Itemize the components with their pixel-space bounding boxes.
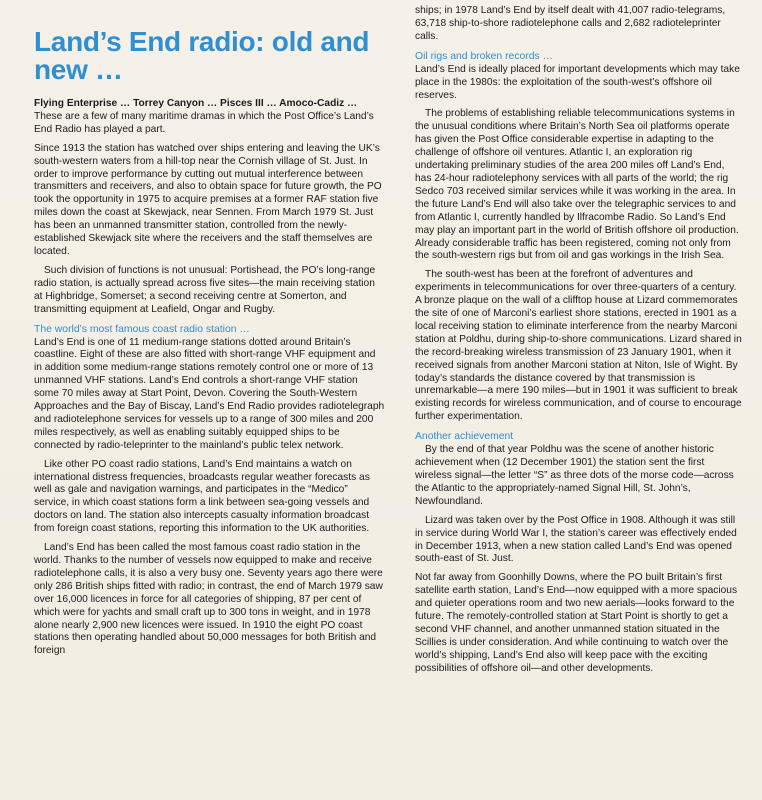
paragraph: The south-west has been at the forefront of adventures and experiments in telecommunications for over three-quarters of a century. A bronze plaque on the wall of a clifftop house at Lizard commemorates the site of one of Marconi’s earliest shore stations, erected in 1901 as a local receiving station to eliminate interference from the nearby Marconi station at Poldhu, during ship-to-shore communications. Lizard shared in the record-breaking wireless transmission of 23 January 1901, when it received signals from another Marconi station at Niton, Isle of Wight. By today’s standards the distance covered by that transmission is unremarkable—a mere 190 miles—but in 1901 it was sufficient to break existing records for wireless communication, and of course to encourage further experimentation.: [415, 269, 742, 423]
intro-bold-lead: Flying Enterprise … Torrey Canyon … Pisces III … Amoco-Cadiz …: [34, 98, 358, 109]
intro-paragraph: [34, 98, 385, 137]
paragraph: The problems of establishing reliable telecommunications systems in the unusual conditions where Britain’s North Sea oil platforms operate has given the Post Office considerable expertise in adapting to the challenge of offshore oil ventures. Atlantic I, an exploration rig undertaking preliminary studies of the area 200 miles off Land’s End, has 24-hour radiotelephony services with all parts of the world; the rig Sedco 703 received similar services while it was working in the area. In the future Land’s End will also take over the telegraphic services to and from Atlantic I, currently handled by Ilfracombe Radio. So Land’s End may play an important part in the world of British offshore oil production. Already considerable traffic has been registered, coming not only from the south-western rigs but from oil and gas workings in the Irish Sea.: [415, 108, 739, 262]
intro-text: These are a few of many maritime dramas in which the Post Office’s Land’s End Radio has played a part.: [34, 110, 374, 135]
right-column: [415, 5, 743, 682]
paragraph: Such division of functions is not unusual: Portishead, the PO’s long-range radio station, is actually spread across five sites—the main receiving station at Highbridge, Somerset; a second receiving centre at Somerton, and transmitting equipment at Leafield, Ongar and Rugby.: [34, 264, 376, 315]
paragraph: Not far away from Goonhilly Downs, where the PO built Britain’s first satellite earth station, Land’s End—now equipped with a more spacious and quieter operations room and two new aerials—looks forward to the future. The remotely-controlled station at Start Point is shortly to get a second VHF channel, and another unmanned station situated in the Scillies is under consideration. And while continuing to watch over the world’s shipping, Land’s End also will keep pace with the exciting possibilities of offshore oil—and other developments.: [415, 572, 738, 674]
paragraph: Land’s End is one of 11 medium-range stations dotted around Britain’s coastline. Eight of these are also fitted with short-range VHF equipment and in addition some medium-range stations remotely control one or more of 13 unmanned VHF stations. Land’s End controls a short-range VHF station some 70 miles away at Start Point, Devon. Covering the South-Western Approaches and the Bay of Biscay, Land’s End Radio provides radiotelegraph and radiotelephone services for vessels up to a range of 300 miles and 200 miles respectively, as well as enabling suitably equipped ships to be connected by radio-teleprinter to the mainland’s public telex network.: [34, 336, 385, 451]
paragraph: Since 1913 the station has watched over ships entering and leaving the UK’s south-western waters from a hill-top near the Cornish village of St. Just. In order to improve performance by cutting out mutual interference between transmitters and receivers, and also to obtain space for future growth, the PO took the opportunity in 1975 to acquire premises at a former RAF station five miles down the coast at Skewjack, near Sennen. From March 1979 St. Just has been an unmanned transmitter station, controlled from the newly-established Skewjack site where the receivers and the staff themselves are located.: [34, 142, 382, 257]
paragraph: Lizard was taken over by the Post Office in 1908. Although it was still in service during World War I, the station’s career was effectively ended in December 1913, when a new station called Land’s End was opened south-east of St. Just.: [415, 514, 737, 565]
section-heading-another-achievement: Another achievement: [415, 431, 514, 443]
paragraph: Like other PO coast radio stations, Land’s End maintains a watch on international distress frequencies, broadcasts regular weather forecasts as well as gale and navigation warnings, and participates in the “Medico” service, in which coast stations form a link between sea-going vessels and doctors on land. The station also intercepts casualty information broadcast from foreign coast stations, reporting this information to the UK authorities.: [34, 458, 370, 535]
section-heading-famous-station: The world’s most famous coast radio station …: [34, 323, 250, 335]
paragraph: By the end of that year Poldhu was the scene of another historic achievement when (12 December 1901) the station sent the first wireless signal—the letter “S” as three dots of the morse code—across the Atlantic to the appropriately-named Signal Hill, St. John’s, Newfoundland.: [415, 444, 734, 507]
article-title: Land’s End radio: old and new …: [34, 26, 370, 85]
section-heading-oil-rigs: Oil rigs and broken records …: [415, 50, 554, 62]
paragraph: Land’s End is ideally placed for important developments which may take place in the 1980s: the exploitation of the south-west’s offshore oil reserves.: [415, 63, 740, 101]
paragraph-continuation: ships; in 1978 Land’s End by itself dealt with 41,007 radio-telegrams, 63,718 ship-to-shore radiotelephone calls and 2,682 radioteleprinter calls.: [415, 5, 726, 42]
left-column: [34, 28, 385, 664]
paragraph: Land’s End has been called the most famous coast radio station in the world. Thanks to the number of vessels now equipped to make and receive radiotelephone calls, it is also a very busy one. Seventy years ago there were only 286 British ships fitted with radio; in contrast, the end of March 1979 saw over 16,000 licences in force for all categories of shipping, 87 per cent of which were for yachts and small craft up to 300 tons in weight, and in 1978 alone nearly 2,900 new licences were issued. In 1910 the eight PO coast stations then operating handled about 50,000 messages for both British and foreign: [34, 542, 383, 657]
